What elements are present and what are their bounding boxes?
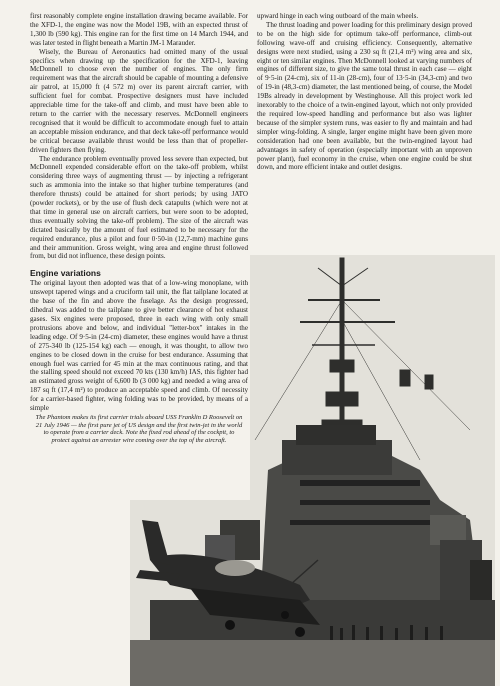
paragraph: The endurance problem eventually proved less severe than expected, but McDonnell expended considerable effort on the take-off problem, whilst considering three ways of augmenting thrust — by injecting a refrigerant such as ammonia into the intake so that higher turbine temperatures (and therefore thrusts) could be attained for short periods; by using JATO (powder rockets), or by the use of flush deck catapults (which were not at that time in general use on aircraft carriers, but were soon to be adopted, thus eventually solving the take-off problem). The size of the aircraft was dictated basically by the amount of fuel estimated to be necessary for the required endurance, plus a pilot and four 0·50-in (12,7-mm) machine guns and their ammunition. Gross weight, wing area and engine thrust followed from, but did not influence, these design points.	[30, 154, 248, 261]
deck-crew	[330, 625, 443, 640]
photo-sky	[250, 255, 495, 685]
section-heading: Engine variations	[30, 268, 101, 279]
paragraph: upward hinge in each wing outboard of the main wheels.	[257, 12, 419, 20]
photo-sky-lower	[130, 500, 255, 685]
photo-caption: The Phantom makes its first carrier trials aboard USS Franklin D Roosevelt on 21 July 1946 — the first pure jet of US design and the first twin-jet in the world to operate from a carrier deck. Note the fixed rod ahead of the cockpit, to protect against an arrester wire coming over the top of the aircraft.	[35, 413, 243, 444]
phantom-aircraft	[136, 520, 320, 637]
paragraph: The original layout then adopted was that of a low-wing monoplane, with unswept tapered wings and a cruciform tail unit, the flat tailplane located at the base of the fin and above the fuselage. As the design progressed, dihedral was added to the tailplane to give better clearance of hot exhaust gases. Six engines were proposed, three in each wing with only small protrusions above and below, and individual "letter-box" intakes in the leading edge. Of 9·5-in (24-cm) diameter, these engines would have a thrust of 275-340 lb (125-154 kg) each — enough, it was thought, to allow two engines to be closed down in the cruise for best endurance. Assuming that enough fuel was carried for 45 min at the max continuous rating, and that the stalling speed should not exceed 70 kts (130 km/h) IAS, this fighter had an estimated gross weight of 6,600 lb (3 000 kg) and needed a wing area of 187 sq ft (17,4 m²) to produce an acceptable speed and climb. Of necessity for a carrier-based fighter, wing folding was to be provided, by means of a simple	[30, 279, 248, 413]
paragraph: first reasonably complete engine installation drawing became available. For the XFD-1, the engine was now the Model 19B, with an expected thrust of 1,300 lb (590 kg). This engine ran for the first time on 14 March 1944, and was later tested in flight beneath a Martin JM-1 Marauder.	[30, 12, 248, 47]
paragraph: Wisely, the Bureau of Aeronautics had omitted many of the usual specifics when drawing up the specification for the XFD-1, leaving McDonnell to choose even the number of engines. The only firm requirement was that the aircraft should be capable of mounting a defensive air patrol, at 15,000 ft (4 572 m) over its parent aircraft carrier, with sufficient fuel for combat. Prospective designers must have included appreciable time for the take-off and climb, and must have been able to return to the carrier with the necessary reserves. McDonnell engineers recognised that it would be difficult to accommodate enough fuel to attain an acceptable mission endurance, and that deck take-off performance would be critical because available thrust would be less than that of propeller-driven fighters then flying.	[30, 47, 248, 154]
flight-deck	[130, 640, 495, 686]
ship-island	[205, 425, 492, 650]
paragraph: The thrust loading and power loading for this preliminary design proved to be on the high side for optimum take-off performance, climb-out following wave-off and cruising efficiency. Consequently, alternative designs were next studied, using a 230 sq ft (21,4 m²) wing area and six, eight or ten similar engines. Then McDonnell looked at varying numbers of engines of different size, to give the same total thrust in each case — eight of 9·5-in (24-cm), six of 11-in (28-cm), four of 13·5-in (34,3-cm) and two of 19-in (48,3-cm) diameter, the last mentioned being, of course, the Model 19Bs already in development by Westinghouse. All this project work led inexorably to the choice of a twin-engined layout, which not only provided the required low-speed handling and performance but also was lighter because of the simpler system runs, was easier to fly and maintain and had simpler wing-folding. A single, larger engine might have been given more consideration had one been available, but the twin-engined layout had advantages in safety of operation (especially important with an unproven power plant), fuel economy in the cruise, when one engine could be shut down, and more efficient intake and outlet designs.	[257, 20, 472, 172]
ship-mast	[255, 258, 470, 528]
ship-hull	[150, 600, 495, 670]
right-column	[257, 12, 472, 172]
left-column	[30, 12, 248, 444]
